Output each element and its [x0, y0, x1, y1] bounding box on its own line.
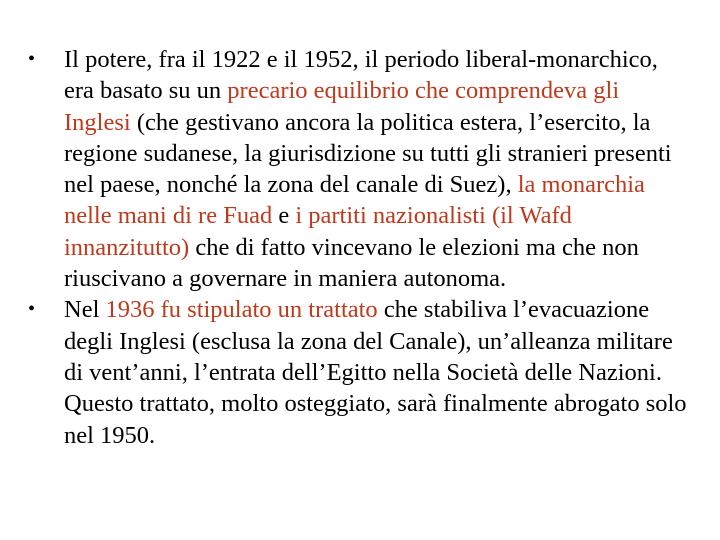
bullet-item-1 [28, 44, 688, 294]
bullet-2-segment-3: che stabiliva l’evacuazione degli Inglesi (esclusa la zona del Canale), un’alleanza militare di vent’anni, l’entrata dell’Egitto nella Società delle Nazioni. Questo trattato, molto osteggiato, sarà finalmente abrogato solo nel 1950. [64, 296, 687, 449]
bullet-2-highlight-trattato: 1936 fu stipulato un trattato [105, 296, 378, 324]
bullet-icon: • [28, 298, 36, 321]
bullet-list [28, 44, 688, 451]
bullet-1-highlight-partiti: i partiti nazionalisti (il Wafd innanzitutto) [64, 202, 572, 261]
bullet-1-highlight-monarchia: la monarchia nelle mani di re Fuad [64, 171, 645, 230]
bullet-1-segment-3: (che gestivano ancora la politica estera, l’esercito, la regione sudanese, la giurisdizione su tutti gli stranieri presenti nel paese, nonché la zona del canale di Suez), [64, 108, 672, 199]
bullet-1-text [64, 46, 672, 292]
bullet-1-highlight-precario-equilibrio: precario equilibrio che comprendeva gli Inglesi [64, 77, 620, 136]
bullet-1-segment-1: Il potere, fra il 1922 e il 1952, il periodo liberal-monarchico, era basato su un [64, 46, 658, 105]
bullet-1-segment-7: che di fatto vincevano le elezioni ma che non riuscivano a governare in maniera autonoma. [64, 233, 639, 293]
bullet-2-segment-1: Nel [64, 296, 106, 324]
bullet-item-2 [28, 294, 688, 450]
bullet-1-segment-5: e [272, 202, 296, 230]
bullet-2-text [64, 296, 687, 448]
bullet-icon: • [28, 48, 36, 70]
